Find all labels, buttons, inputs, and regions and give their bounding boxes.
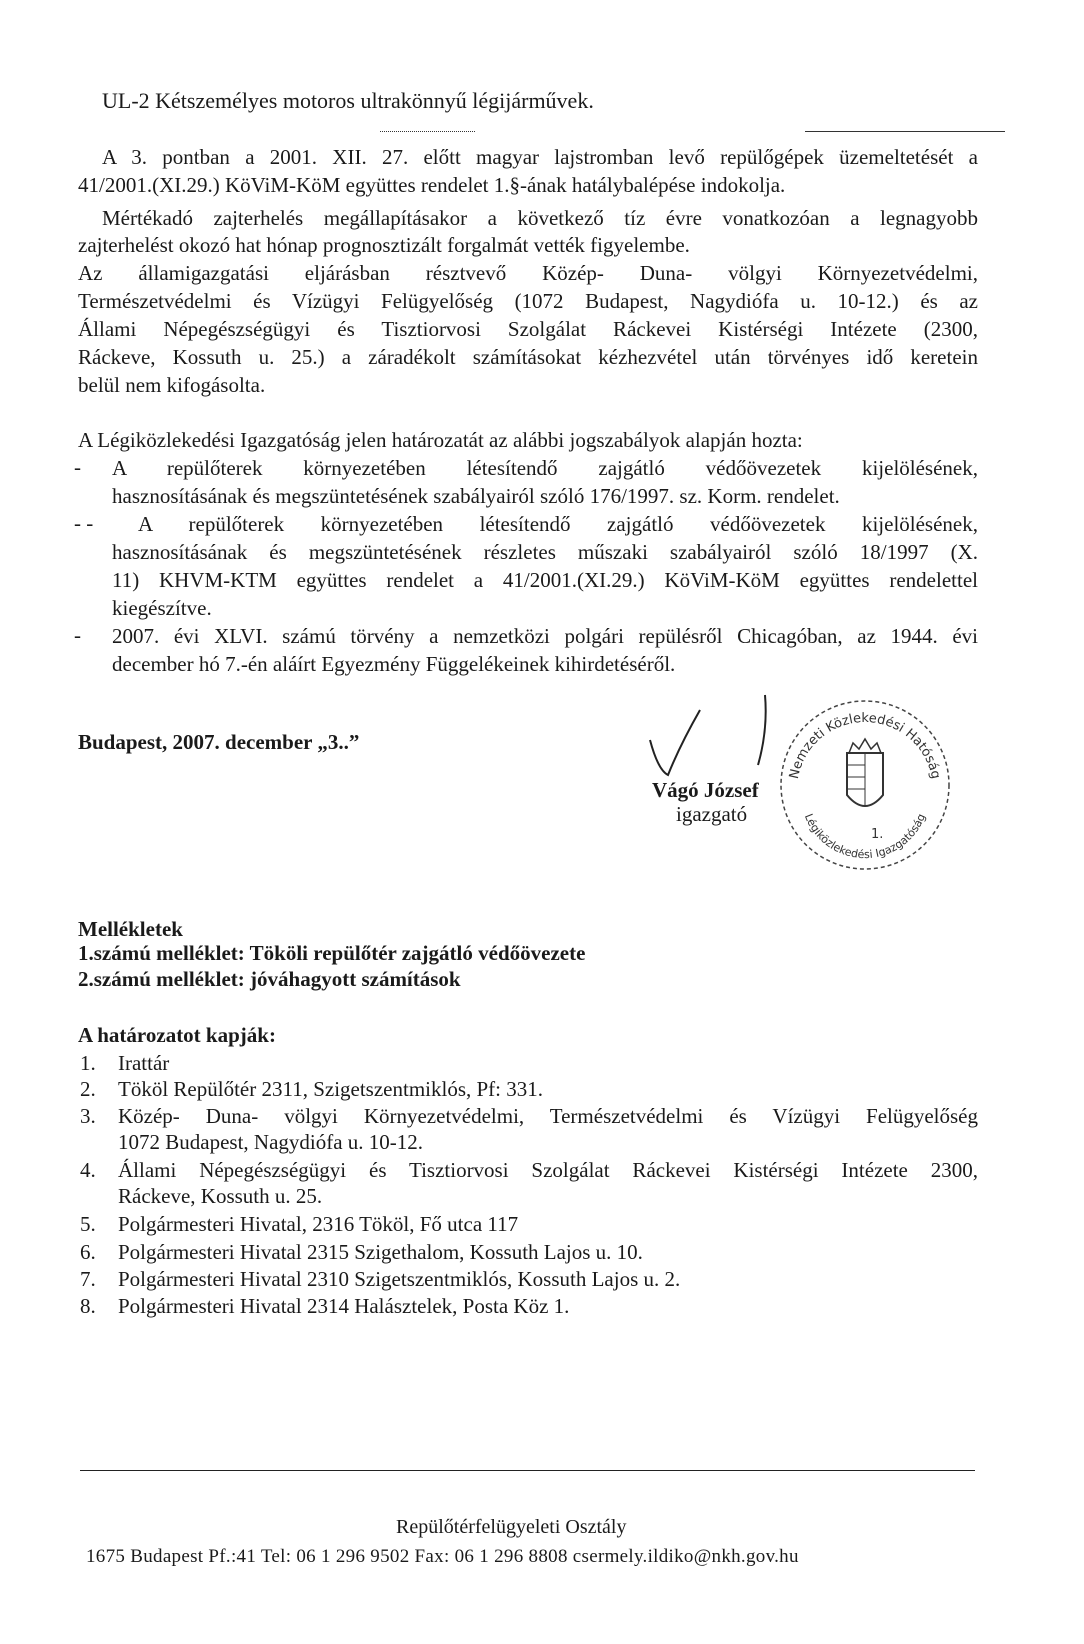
recipient-3-num-wrap (80, 1103, 118, 1129)
reason-p3-line3: Állami Népegészségügyi és Tisztiorvosi Szolgálat Ráckevei Kistérségi Intézete (2300, (78, 317, 978, 341)
attachments-heading: Mellékletek (78, 917, 183, 941)
footer-rule (80, 1470, 975, 1471)
legal-item-2-line1: A repülőterek környezetében létesítendő zajgátló védőövezetek kijelölésének, (138, 512, 978, 536)
recipient-1-text: Irattár (118, 1051, 170, 1075)
reason-p1-line1: A 3. pontban a 2001. XII. 27. előtt magyar lajstromban levő repülőgépek üzemeltetését a (102, 145, 978, 169)
recipient-2-num: 2. (80, 1077, 96, 1101)
place-date: Budapest, 2007. december „3..” (78, 730, 360, 754)
coat-of-arms-icon (847, 739, 883, 807)
recipient-1-num: 1. (80, 1051, 96, 1075)
recipient-2-text: Tököl Repülőtér 2311, Szigetszentmiklós, Pf: 331. (118, 1077, 544, 1101)
legal-item-1-line1: A repülőterek környezetében létesítendő zajgátló védőövezetek kijelölésének, (112, 456, 978, 480)
reason-p3-line5: belül nem kifogásolta. (78, 373, 266, 397)
reason-p2-line1: Mértékadó zajterhelés megállapításakor a következő tíz évre vonatkozóan a legnagyobb (102, 206, 978, 230)
recipient-8-text: Polgármesteri Hivatal 2314 Halásztelek, Posta Köz 1. (118, 1294, 570, 1318)
recipient-4-num: 4. (80, 1158, 96, 1182)
recipient-4-line1: Állami Népegészségügyi és Tisztiorvosi Szolgálat Ráckevei Kistérségi Intézete 2300, (118, 1158, 978, 1182)
attachment-2: 2.számú melléklet: jóváhagyott számítások (78, 967, 461, 991)
header-rule (805, 131, 1005, 132)
legal-item-2-line3: 11) KHVM-KTM együttes rendelet a 41/2001.(XI.29.) KöViM-KöM együttes rendelettel (112, 568, 978, 592)
legal-item-1-dash: - (74, 455, 81, 479)
recipient-7 (80, 1266, 680, 1292)
category-text: Kétszemélyes motoros ultrakönnyű légijárművek. (155, 88, 594, 113)
recipient-5 (80, 1211, 518, 1237)
recipient-6-num: 6. (80, 1240, 96, 1264)
recipient-5-num: 5. (80, 1212, 96, 1236)
recipient-3-line2: 1072 Budapest, Nagydiófa u. 10-12. (118, 1130, 424, 1154)
recipient-5-text: Polgármesteri Hivatal, 2316 Tököl, Fő utca 117 (118, 1212, 519, 1236)
reason-p3-line4: Ráckeve, Kossuth u. 25.) a záradékolt számításokat kézhezvétel után törvényes idő keretein (78, 345, 978, 369)
recipients-heading: A határozatot kapják: (78, 1023, 276, 1047)
legal-item-2-line2: hasznosításának és megszüntetésének részletes műszaki szabályairól szóló 18/1997 (X. (112, 540, 978, 564)
reason-p3-line2: Természetvédelmi és Vízügyi Felügyelőség (1072 Budapest, Nagydiófa u. 10-12.) és az (78, 289, 978, 313)
legal-item-3-line1: 2007. évi XLVI. számú törvény a nemzetközi polgári repülésről Chicagóban, az 1944. évi (112, 624, 978, 648)
category-code: UL-2 (102, 88, 150, 113)
recipient-7-text: Polgármesteri Hivatal 2310 Szigetszentmiklós, Kossuth Lajos u. 2. (118, 1267, 681, 1291)
stamp-inner-text: Légiközlekedési Igazgatóság (801, 811, 929, 862)
attachment-1: 1.számú melléklet: Tököli repülőtér zajgátló védőövezete (78, 941, 586, 965)
stamp-outer-text: Nemzeti Közlekedési Hatóság (786, 710, 944, 781)
recipient-7-num: 7. (80, 1267, 96, 1291)
recipient-2 (80, 1076, 543, 1102)
legal-item-2-line4: kiegészítve. (112, 596, 212, 620)
recipient-8 (80, 1293, 569, 1319)
recipient-4-num-wrap (80, 1157, 118, 1183)
legal-item-2-dash: - - (74, 511, 94, 535)
legal-item-3-line2: december hó 7.-én aláírt Egyezmény Függelékeinek kihirdetéséről. (112, 652, 676, 676)
recipient-3-num: 3. (80, 1104, 96, 1128)
recipient-4-line2: Ráckeve, Kossuth u. 25. (118, 1184, 323, 1208)
stamp-number: 1. (871, 827, 884, 842)
legal-item-3-dash: - (74, 623, 81, 647)
signatory-title: igazgató (676, 802, 748, 826)
recipient-1 (80, 1050, 169, 1076)
svg-text:Légiközlekedési Igazgatóság (802, 812, 928, 861)
header-dotted-rule (380, 131, 475, 132)
recipient-6-text: Polgármesteri Hivatal 2315 Szigethalom, Kossuth Lajos u. 10. (118, 1240, 643, 1264)
footer-department: Repülőtérfelügyeleti Osztály (396, 1516, 627, 1538)
reason-p3-line1: Az államigazgatási eljárásban résztvevő Közép- Duna- völgyi Környezetvédelmi, (78, 261, 978, 285)
reason-p2-line2: zajterhelést okozó hat hónap prognosztizált forgalmát vették figyelembe. (78, 233, 690, 257)
reason-p1-line2: 41/2001.(XI.29.) KöViM-KöM együttes rendelet 1.§-ának hatálybalépése indokolja. (78, 173, 786, 197)
recipient-3-line1: Közép- Duna- völgyi Környezetvédelmi, Természetvédelmi és Vízügyi Felügyelőség (118, 1104, 978, 1128)
legal-item-1-line2: hasznosításának és megszüntetésének szabályairól szóló 176/1997. sz. Korm. rendelet. (112, 484, 840, 508)
category-heading (102, 88, 594, 114)
official-stamp (775, 695, 955, 875)
recipient-8-num: 8. (80, 1294, 96, 1318)
signatory-name: Vágó József (652, 778, 759, 802)
footer-address: 1675 Budapest Pf.:41 Tel: 06 1 296 9502 Fax: 06 1 296 8808 csermely.ildiko@nkh.gov.hu (86, 1546, 799, 1567)
recipient-6 (80, 1239, 643, 1265)
legal-basis-intro: A Légiközlekedési Igazgatóság jelen határozatát az alábbi jogszabályok alapján hozta: (78, 428, 803, 452)
